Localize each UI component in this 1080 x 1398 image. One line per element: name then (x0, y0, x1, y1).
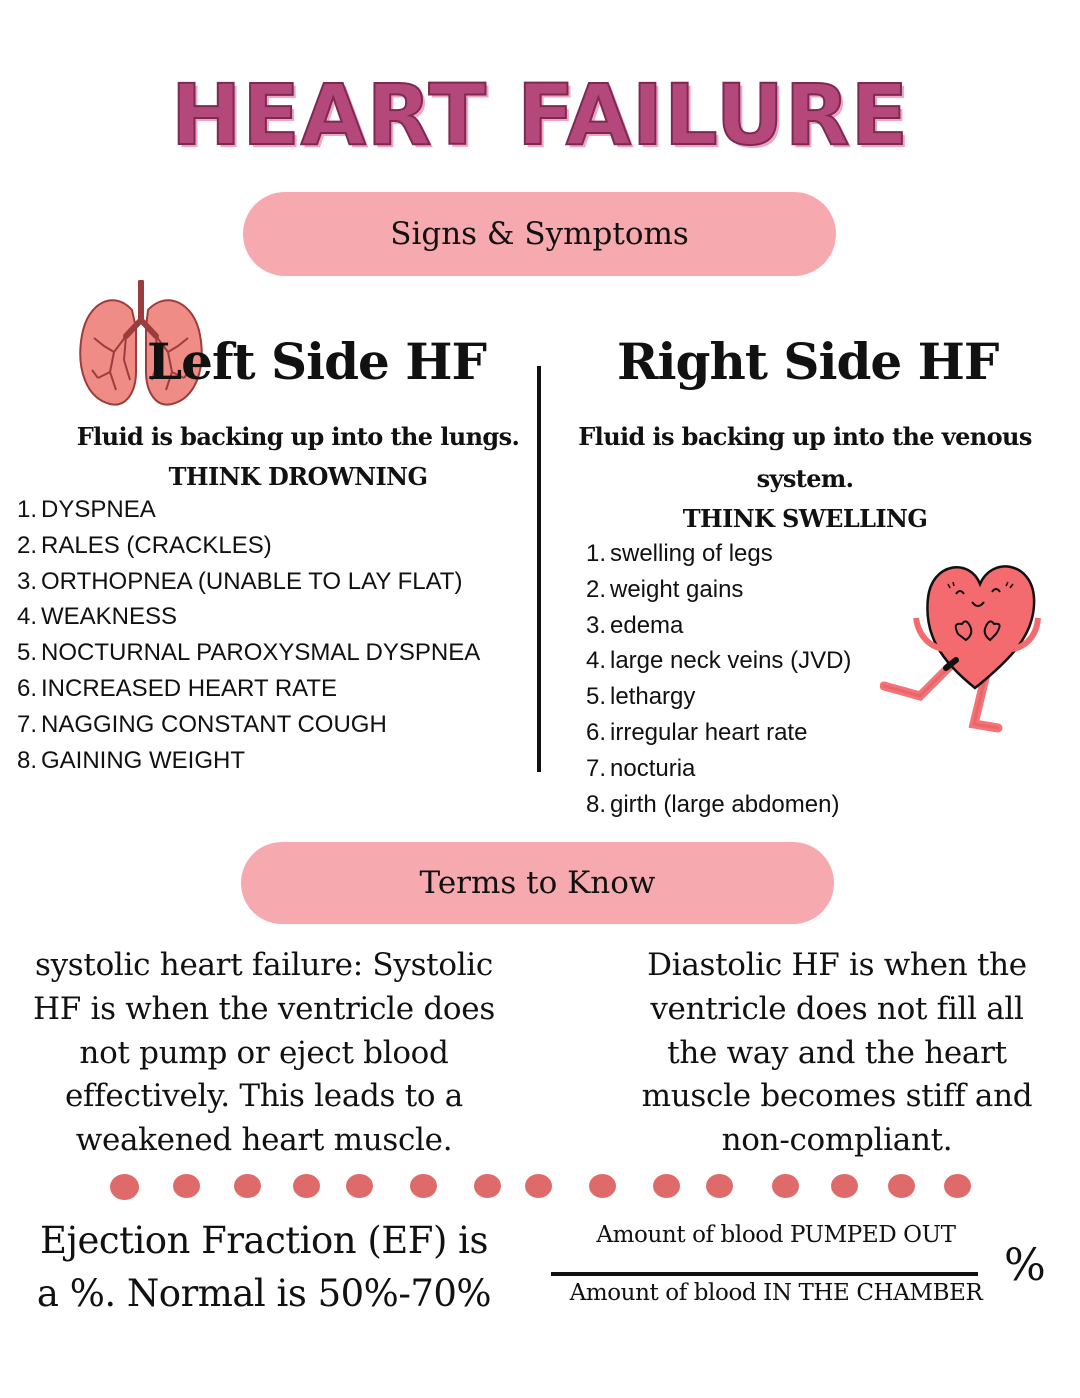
percent-sign: % (1004, 1240, 1046, 1291)
fraction-bar (551, 1272, 978, 1276)
separator-dot (589, 1174, 616, 1198)
right-description-line2: system. (756, 464, 854, 493)
separator-dot (772, 1174, 799, 1198)
ejection-fraction-text: Ejection Fraction (EF) is a %. Normal is 50%-70% (36, 1219, 492, 1315)
separator-dot (110, 1174, 139, 1200)
right-side-title: Right Side HF (617, 332, 999, 391)
list-item: 1. swelling of legs (586, 540, 773, 567)
separator-dot (831, 1174, 858, 1198)
separator-dot (653, 1174, 680, 1198)
list-item: 3. ORTHOPNEA (UNABLE TO LAY FLAT) (17, 567, 463, 595)
terms-to-know-banner (241, 842, 834, 924)
list-item: 1. DYSPNEA (17, 496, 156, 523)
fraction-numerator: Amount of blood PUMPED OUT (596, 1222, 956, 1248)
diastolic-definition: Diastolic HF is when the ventricle does not fill all the way and the heart muscle becomes stiff and non-compliant. (641, 947, 1033, 1159)
separator-dot (944, 1174, 971, 1198)
list-item: 5. NOCTURNAL PAROXYSMAL DYSPNEA (17, 639, 481, 667)
list-item: 8. GAINING WEIGHT (17, 746, 245, 774)
right-think-label: THINK SWELLING (682, 504, 928, 533)
terms-to-know-label: Terms to Know (419, 865, 656, 901)
fraction-denominator: Amount of blood IN THE CHAMBER (569, 1280, 983, 1306)
page-title: HEART FAILURE (171, 66, 909, 164)
separator-dot (293, 1174, 320, 1198)
separator-dot (173, 1174, 200, 1198)
separator-dot (888, 1174, 915, 1198)
separator-dot (474, 1174, 501, 1198)
list-item: 2. weight gains (586, 575, 744, 603)
list-item: 6. irregular heart rate (586, 718, 808, 746)
separator-dot (706, 1174, 733, 1198)
list-item: 6. INCREASED HEART RATE (17, 674, 338, 702)
left-think-label: THINK DROWNING (168, 462, 428, 491)
list-item: 2. RALES (CRACKLES) (17, 531, 272, 559)
list-item: 5. lethargy (586, 683, 696, 711)
list-item: 4. large neck veins (JVD) (586, 647, 852, 675)
list-item: 7. NAGGING CONSTANT COUGH (17, 710, 387, 738)
left-side-title: Left Side HF (147, 332, 487, 391)
separator-dot (234, 1174, 261, 1198)
signs-symptoms-label: Signs & Symptoms (390, 216, 689, 252)
right-symptom-list (586, 536, 851, 822)
list-item: 3. edema (586, 611, 684, 639)
heart-character-icon (880, 548, 1070, 738)
list-item: 4. WEAKNESS (17, 603, 178, 631)
right-description-line1: Fluid is backing up into the venous (578, 422, 1032, 451)
systolic-definition: systolic heart failure: Systolic HF is when the ventricle does not pump or eject blood effectively. This leads to a weakened heart muscle. (33, 947, 495, 1159)
list-item: 7. nocturia (586, 754, 696, 782)
list-item: 8. girth (large abdomen) (586, 790, 840, 818)
separator-dot (525, 1174, 552, 1198)
signs-symptoms-banner (243, 192, 836, 276)
left-description: Fluid is backing up into the lungs. (76, 422, 520, 451)
separator-dot (346, 1174, 373, 1198)
separator-dot (410, 1174, 437, 1198)
left-symptom-list (17, 492, 480, 778)
